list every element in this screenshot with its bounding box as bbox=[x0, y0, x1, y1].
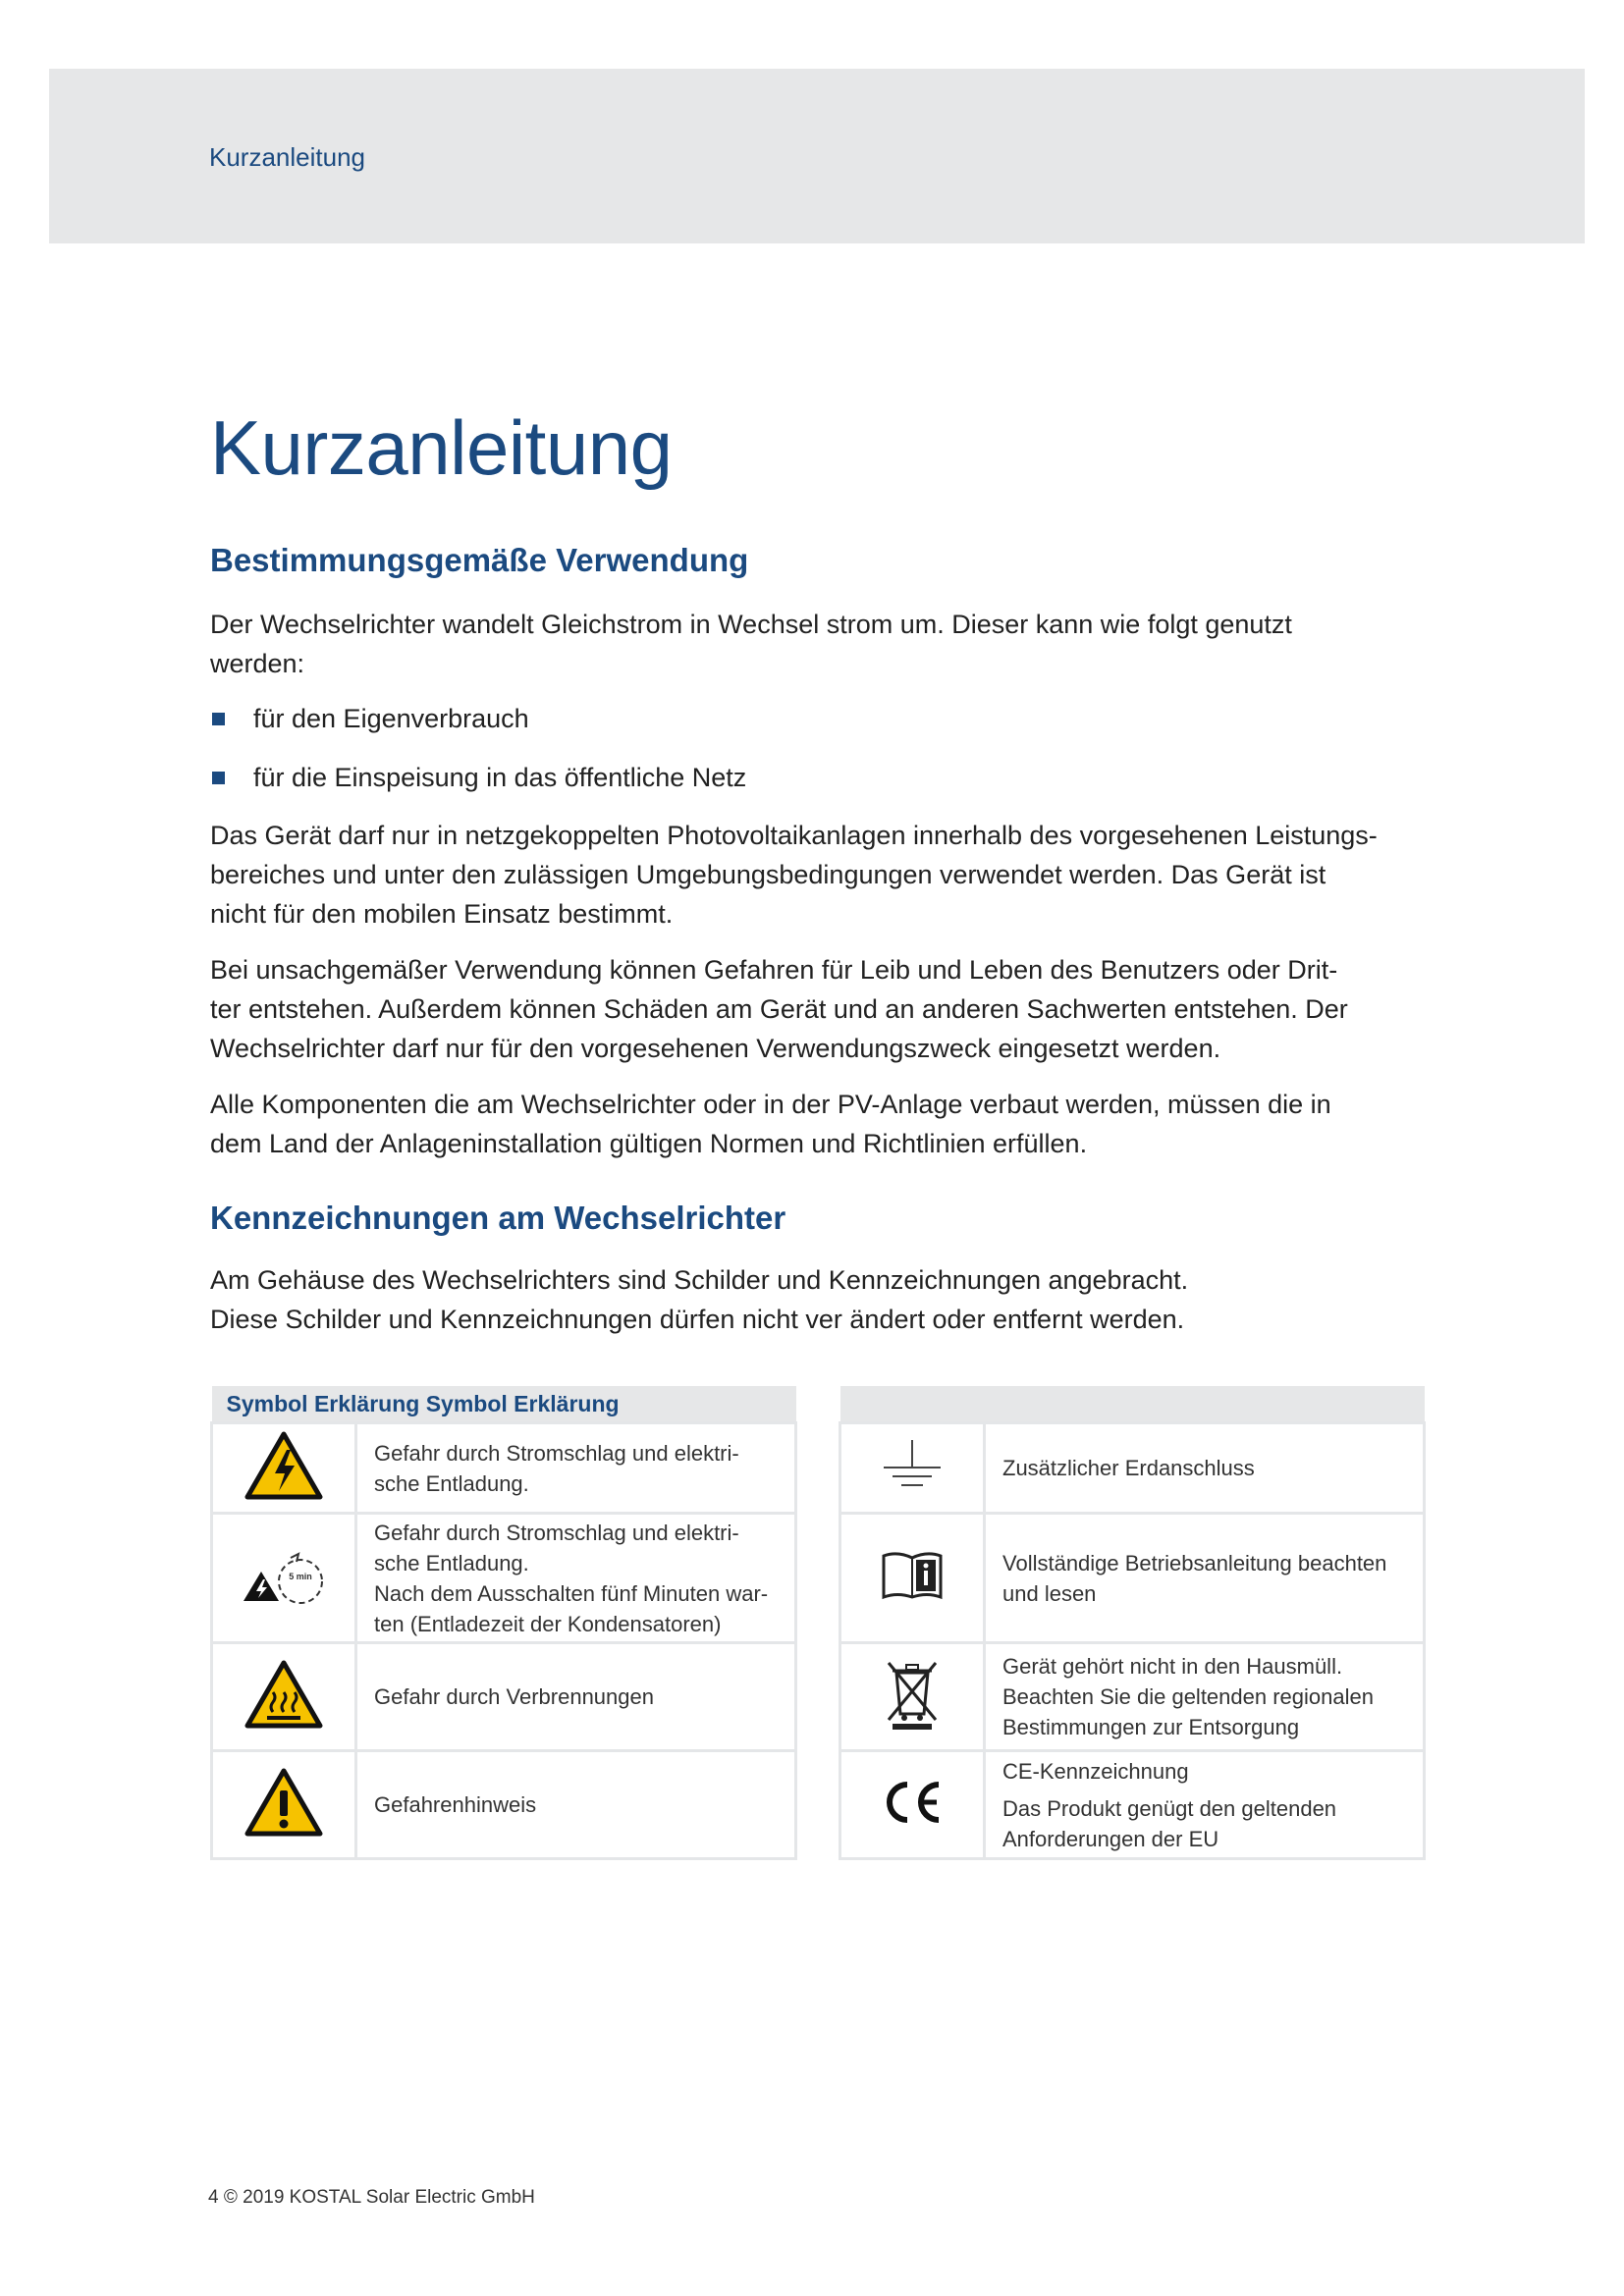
symbol-cell bbox=[212, 1423, 356, 1514]
paragraph-misuse bbox=[210, 950, 1437, 1068]
description-line: Zusätzlicher Erdanschluss bbox=[1002, 1456, 1255, 1480]
usage-list bbox=[210, 699, 1437, 797]
description-cell bbox=[356, 1643, 796, 1751]
description-cell bbox=[356, 1514, 796, 1643]
paragraph-components bbox=[210, 1085, 1437, 1163]
table-header-row bbox=[840, 1386, 1425, 1423]
paragraph-line: Bei unsachgemäßer Verwendung können Gefahren für Leib und Leben des Benutzers oder Drit- bbox=[210, 955, 1338, 985]
description-line: Bestimmungen zur Entsorgung bbox=[1002, 1715, 1300, 1739]
description-line: Anforderungen der EU bbox=[1002, 1826, 1219, 1851]
description-cell bbox=[985, 1643, 1425, 1751]
table-header-row bbox=[212, 1386, 796, 1423]
intro-paragraph bbox=[210, 605, 1437, 683]
electric-shock-warning-icon bbox=[244, 1430, 324, 1501]
main-content bbox=[210, 402, 1437, 1339]
symbol-table-left bbox=[210, 1386, 797, 1860]
paragraph-line: Alle Komponenten die am Wechselrichter oder in der PV-Anlage verbaut werden, müssen die in bbox=[210, 1090, 1331, 1119]
description-cell bbox=[985, 1751, 1425, 1859]
table-row bbox=[212, 1514, 796, 1643]
weee-bin-icon bbox=[883, 1657, 942, 1732]
description-line: Gefahrenhinweis bbox=[374, 1792, 537, 1817]
table-row bbox=[212, 1423, 796, 1514]
description-cell bbox=[985, 1423, 1425, 1514]
timer-label: 5 min bbox=[289, 1572, 312, 1581]
table-row bbox=[840, 1423, 1425, 1514]
description-line: Vollständige Betriebsanleitung beachten bbox=[1002, 1550, 1387, 1575]
description-line: Gefahr durch Stromschlag und elektri- bbox=[374, 1520, 739, 1545]
symbol-cell bbox=[212, 1751, 356, 1859]
symbol-cell bbox=[840, 1514, 985, 1643]
paragraph-line: dem Land der Anlageninstallation gültigen Normen und Richtlinien erfüllen. bbox=[210, 1129, 1088, 1158]
bullet-square-icon bbox=[212, 713, 225, 725]
symbol-cell bbox=[212, 1643, 356, 1751]
description-line: Gefahr durch Stromschlag und elektri- bbox=[374, 1440, 739, 1466]
description-cell bbox=[356, 1751, 796, 1859]
discharge-time-warning-icon bbox=[240, 1544, 328, 1607]
header-band bbox=[49, 69, 1585, 243]
table-header: Symbol Erklärung Symbol Erklärung bbox=[212, 1386, 796, 1423]
symbol-cell bbox=[840, 1643, 985, 1751]
paragraph-line: Wechselrichter darf nur für den vorgesehenen Verwendungszweck eingesetzt werden. bbox=[210, 1034, 1221, 1063]
table-header-empty bbox=[840, 1386, 1425, 1423]
paragraph-line: bereiches und unter den zulässigen Umgebungsbedingungen verwendet werden. Das Gerät ist bbox=[210, 860, 1326, 889]
paragraph-line: Diese Schilder und Kennzeichnungen dürfen nicht ver ändert oder entfernt werden. bbox=[210, 1305, 1185, 1334]
read-manual-icon bbox=[878, 1548, 947, 1603]
table-row bbox=[840, 1751, 1425, 1859]
description-line: Nach dem Ausschalten fünf Minuten war- bbox=[374, 1580, 769, 1606]
symbol-table-right bbox=[839, 1386, 1426, 1860]
intro-line: werden: bbox=[210, 649, 305, 678]
page-title: Kurzanleitung bbox=[210, 404, 673, 491]
list-item bbox=[210, 758, 1437, 797]
symbol-cell bbox=[840, 1751, 985, 1859]
table-row bbox=[840, 1514, 1425, 1643]
description-line: sche Entladung. bbox=[374, 1550, 529, 1575]
description-line: Das Produkt genügt den geltenden bbox=[1002, 1795, 1337, 1821]
table-row bbox=[212, 1751, 796, 1859]
ground-terminal-icon bbox=[878, 1436, 947, 1495]
page-footer: 4 © 2019 KOSTAL Solar Electric GmbH bbox=[208, 2187, 535, 2208]
paragraph-grid-connected bbox=[210, 816, 1437, 934]
description-line: und lesen bbox=[1002, 1580, 1097, 1606]
hot-surface-warning-icon bbox=[244, 1659, 324, 1730]
symbol-cell bbox=[840, 1423, 985, 1514]
list-item-text: für die Einspeisung in das öffentliche Netz bbox=[253, 763, 747, 792]
description-line: ten (Entladezeit der Kondensatoren) bbox=[374, 1611, 722, 1636]
symbol-cell bbox=[212, 1514, 356, 1643]
description-line: sche Entladung. bbox=[374, 1470, 529, 1496]
description-cell bbox=[985, 1514, 1425, 1643]
description-line: Gerät gehört nicht in den Hausmüll. bbox=[1002, 1654, 1343, 1679]
description-cell bbox=[356, 1423, 796, 1514]
general-warning-icon bbox=[244, 1767, 324, 1838]
description-line: Beachten Sie die geltenden regionalen bbox=[1002, 1684, 1374, 1709]
list-item-text: für den Eigenverbrauch bbox=[253, 704, 529, 733]
section-heading-markings: Kennzeichnungen am Wechselrichter bbox=[210, 1200, 786, 1236]
bullet-square-icon bbox=[212, 772, 225, 784]
table-row bbox=[212, 1643, 796, 1751]
paragraph-line: ter entstehen. Außerdem können Schäden am Gerät und an anderen Sachwerten entstehen. Der bbox=[210, 994, 1348, 1024]
markings-paragraph bbox=[210, 1260, 1437, 1339]
list-item bbox=[210, 699, 1437, 738]
ce-mark-icon bbox=[878, 1777, 947, 1828]
description-line: Gefahr durch Verbrennungen bbox=[374, 1684, 654, 1709]
paragraph-line: nicht für den mobilen Einsatz bestimmt. bbox=[210, 899, 674, 929]
description-line: CE-Kennzeichnung bbox=[1002, 1758, 1189, 1784]
header-label: Kurzanleitung bbox=[209, 142, 365, 172]
table-row bbox=[840, 1643, 1425, 1751]
paragraph-line: Das Gerät darf nur in netzgekoppelten Photovoltaikanlagen innerhalb des vorgesehenen Leistungs- bbox=[210, 821, 1378, 850]
section-heading-intended-use: Bestimmungsgemäße Verwendung bbox=[210, 542, 749, 578]
intro-line: Der Wechselrichter wandelt Gleichstrom in Wechsel strom um. Dieser kann wie folgt genutzt bbox=[210, 610, 1292, 639]
paragraph-line: Am Gehäuse des Wechselrichters sind Schilder und Kennzeichnungen angebracht. bbox=[210, 1265, 1189, 1295]
